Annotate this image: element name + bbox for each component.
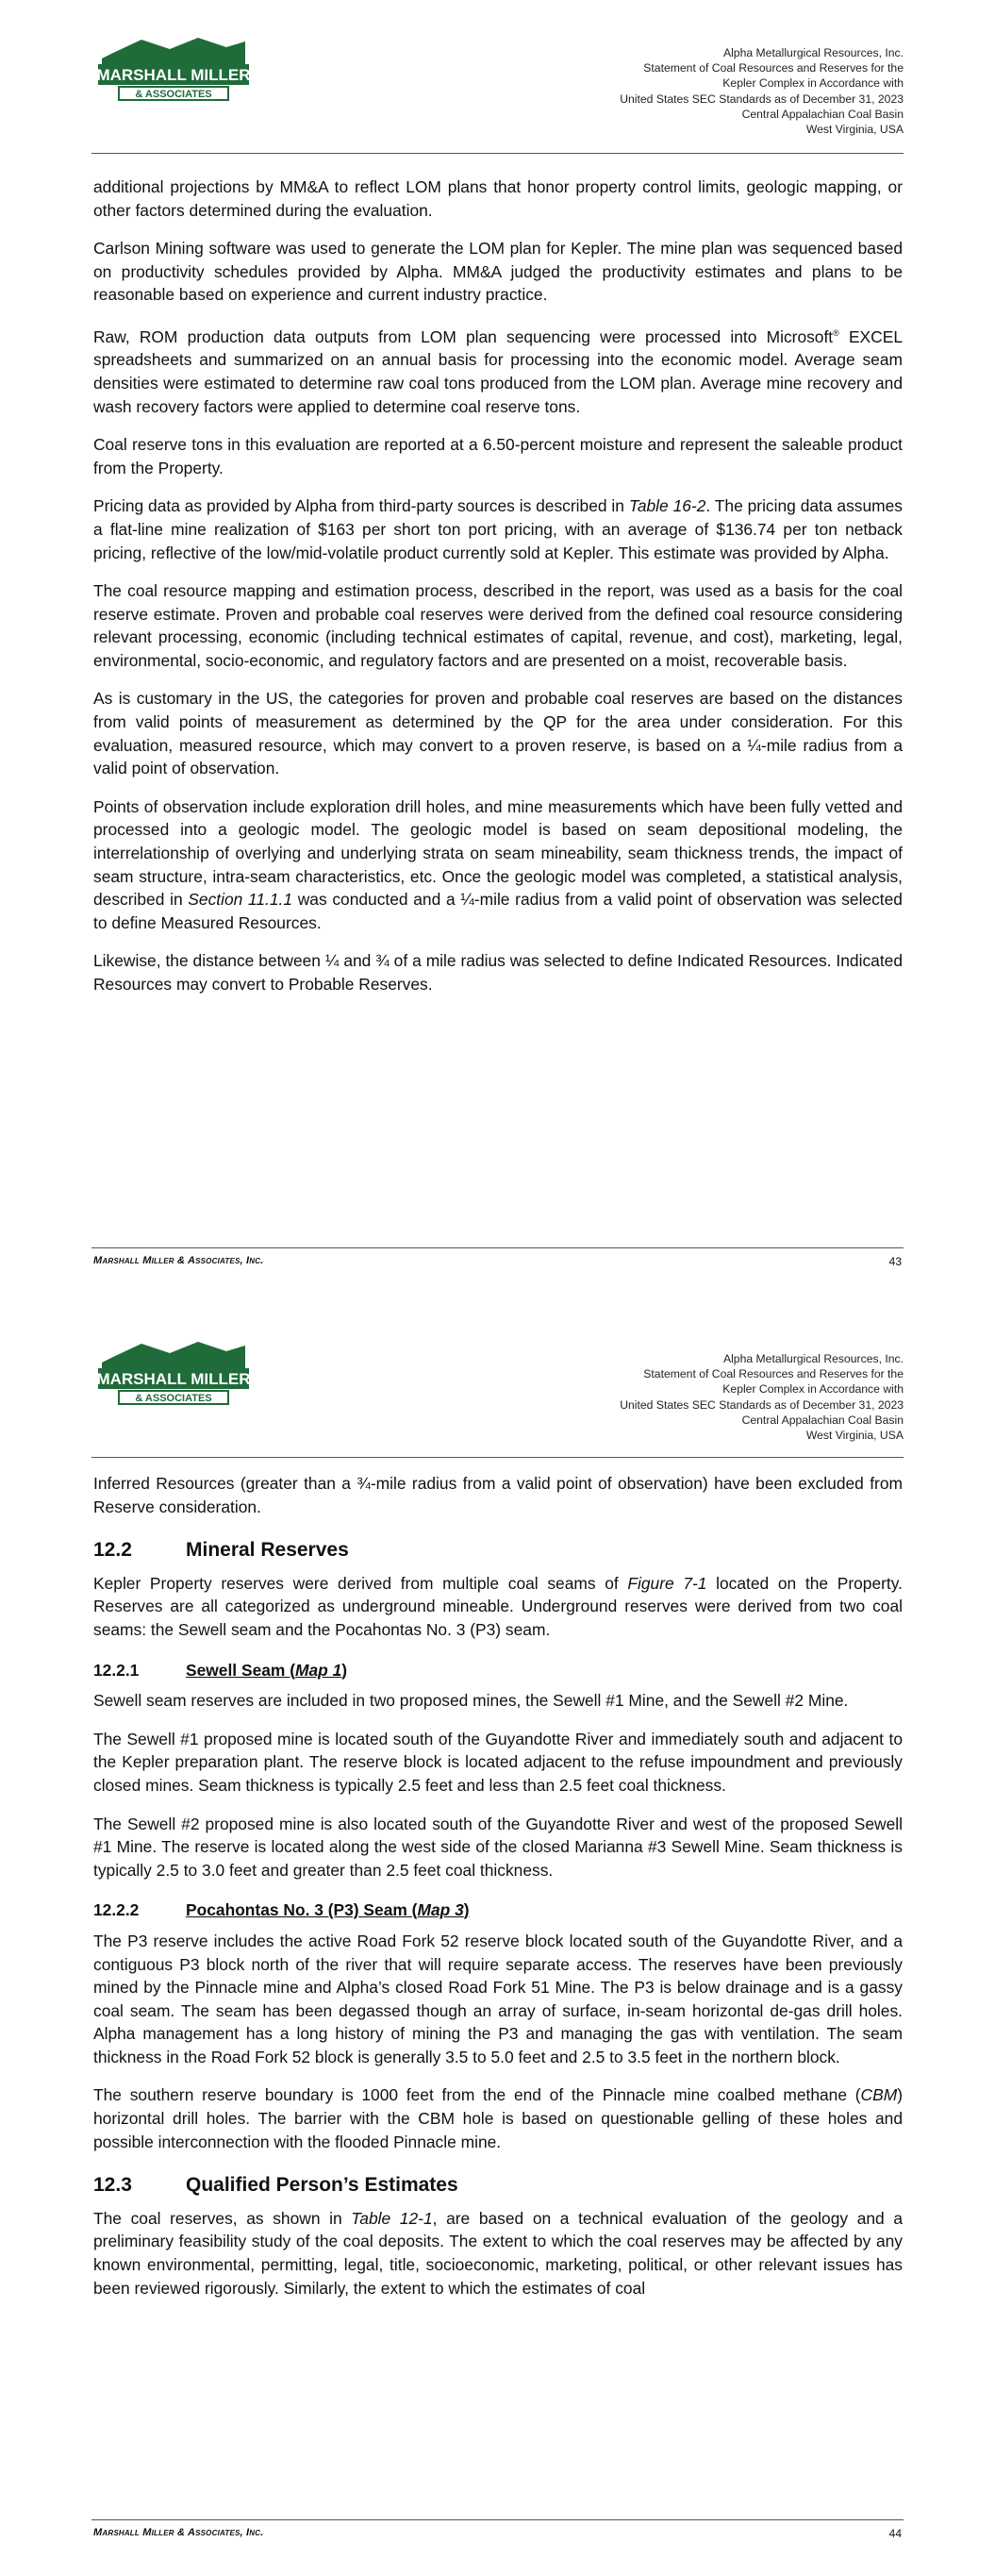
report-header (620, 1351, 904, 1443)
header-line: United States SEC Standards as of December 31, 2023 (620, 92, 904, 106)
page-body (93, 1472, 903, 2315)
section-heading-12-2-1: 12.2.1 Sewell Seam (Map 1) (93, 1660, 348, 1680)
section-heading-12-2: 12.2 Mineral Reserves (93, 1539, 349, 1562)
figure-reference: Figure 7-1 (627, 1573, 707, 1593)
page-footer (93, 1255, 902, 1268)
header-line: Kepler Complex in Accordance with (722, 1382, 904, 1397)
page-44 (0, 1302, 995, 2576)
logo-main-text: MARSHALL MILLER (96, 66, 251, 84)
page-number: 44 (888, 2527, 902, 2540)
header-line: Central Appalachian Coal Basin (741, 1413, 904, 1427)
paragraph: Raw, ROM production data outputs from LOM plan sequencing were processed into Microsoft® EXCEL spreadsheets and summarized on an annual basis for processing into the economic model. Average seam densities were estimated to determine raw coal tons produced from the LOM plan. Average mine recovery and wash recovery factors were applied to determine coal reserve tons. (93, 326, 903, 416)
paragraph: The Sewell #1 proposed mine is located south of the Guyandotte River and immediately south and adjacent to the Kepler preparation plant. The reserve block is located adjacent to the refuse impoundment and previously closed mines. Seam thickness is typically 2.5 feet and less than 2.5 feet coal thickness. (93, 1729, 903, 1795)
header-line: Central Appalachian Coal Basin (741, 107, 904, 121)
header-line: United States SEC Standards as of December 31, 2023 (620, 1397, 904, 1412)
paragraph: Pricing data as provided by Alpha from third-party sources is described in Table 16-2. The pricing data assumes a flat-line mine realization of $163 per short ton port pricing, with an average of $136.74 per ton netback pricing, reflective of the low/mid-volatile product currently sold at Kepler. This estimate was provided by Alpha. (93, 496, 903, 562)
paragraph: Coal reserve tons in this evaluation are reported at a 6.50-percent moisture and represent the saleable product from the Property. (93, 435, 903, 477)
paragraph: additional projections by MM&A to reflect LOM plans that honor property control limits, geologic mapping, or other factors determined during the evaluation. (93, 177, 903, 220)
header-line: Statement of Coal Resources and Reserves for the (643, 61, 904, 75)
paragraph: Kepler Property reserves were derived from multiple coal seams of Figure 7-1 located on the Property. Reserves are all categorized as underground mineable. Underground reserves were derived from two coal seams: the Sewell seam and the Pocahontas No. 3 (P3) seam. (93, 1573, 903, 1639)
section-heading-12-3: 12.3 Qualified Person’s Estimates (93, 2174, 458, 2197)
paragraph: The southern reserve boundary is 1000 feet from the end of the Pinnacle mine coalbed methane (CBM) horizontal drill holes. The barrier with the CBM hole is based on questionable gelling of these holes and possible interconnection with the flooded Pinnacle mine. (93, 2085, 903, 2151)
footer-firm: Marshall Miller & Associates, Inc. (93, 2527, 264, 2538)
paragraph: The P3 reserve includes the active Road Fork 52 reserve block located south of the Guyandotte River, and a contiguous P3 block north of the river that will require separate access. The reserves have been previously mined by the Pinnacle mine and Alpha’s closed Road Fork 51 Mine. The P3 is below drainage and is a gassy coal seam. The seam has been degassed though an array of surface, in-seam horizontal de-gas drill holes. Alpha management has a long history of mining the P3 and managing the gas with ventilation. The seam thickness in the Road Fork 52 block is generally 3.5 to 5.0 feet and 2.5 to 3.5 feet in the northern block. (93, 1931, 903, 2066)
paragraph: Likewise, the distance between ¼ and ¾ of a mile radius was selected to define Indicated Resources. Indicated Resources may convert to Probable Reserves. (93, 951, 903, 995)
company-logo (94, 1340, 253, 1415)
header-line: Kepler Complex in Accordance with (722, 76, 904, 91)
header-divider (91, 1457, 904, 1458)
section-reference: Section 11.1.1 (188, 890, 293, 910)
paragraph: The Sewell #2 proposed mine is also located south of the Guyandotte River and west of the proposed Sewell #1 Mine. The reserve is located along the west side of the closed Marianna #3 Sewell Mine. Seam thickness is typically 2.5 to 3.0 feet and greater than 2.5 feet coal thickness. (93, 1814, 903, 1880)
logo-main-text: MARSHALL MILLER (96, 1370, 251, 1388)
section-heading-12-2-2: 12.2.2 Pocahontas No. 3 (P3) Seam (Map 3) (93, 1900, 470, 1920)
table-reference: Table 12-1 (351, 2208, 433, 2228)
paragraph: Points of observation include exploration drill holes, and mine measurements which have been fully vetted and processed into a geologic model. The geologic model is based on seam depositional modeling, the interrelationship of overlying and underlying strata on seam mineability, seam thickness trends, the impact of seam structure, intra-seam characteristics, etc. Once the geologic model was completed, a statistical analysis, described in Section 11.1.1 was conducted and a ¼-mile radius from a valid point of observation was selected to define Measured Resources. (93, 796, 903, 932)
header-line: Statement of Coal Resources and Reserves for the (643, 1367, 904, 1381)
header-line: West Virginia, USA (805, 1429, 904, 1443)
footer-divider (91, 2519, 904, 2520)
paragraph: As is customary in the US, the categories for proven and probable coal reserves are based on the distances from valid points of measurement as determined by the QP for the area under consideration. For this evaluation, measured resource, which may convert to a proven reserve, is based on a ¼-mile radius from a valid point of observation. (93, 689, 903, 778)
logo-sub-text: & ASSOCIATES (135, 1393, 212, 1404)
header-line: Alpha Metallurgical Resources, Inc. (722, 46, 904, 59)
logo-sub-text: & ASSOCIATES (135, 89, 212, 100)
abbreviation: CBM (860, 2085, 898, 2105)
footer-firm: Marshall Miller & Associates, Inc. (93, 1255, 264, 1266)
paragraph: Inferred Resources (greater than a ¾-mile radius from a valid point of observation) have been excluded from Reserve consideration. (93, 1474, 903, 1516)
company-logo (94, 36, 253, 111)
footer-divider (91, 1247, 904, 1248)
page-footer (93, 2527, 902, 2540)
paragraph: Sewell seam reserves are included in two proposed mines, the Sewell #1 Mine, and the Sewell #2 Mine. (93, 1691, 849, 1711)
page-body (93, 176, 903, 1012)
map-reference: Map 1 (295, 1660, 342, 1680)
paragraph: The coal resource mapping and estimation process, described in the report, was used as a basis for the coal reserve estimate. Proven and probable coal reserves were derived from the defined coal resource considering relevant processing, economic (including technical estimates of capital, revenue, and cost), marketing, legal, environmental, socio-economic, and regulatory factors and are presented on a moist, recoverable basis. (93, 581, 903, 670)
map-reference: Map 3 (417, 1900, 464, 1920)
report-header (620, 45, 904, 137)
table-reference: Table 16-2 (628, 496, 706, 516)
page-number: 43 (888, 1255, 902, 1268)
paragraph: Carlson Mining software was used to generate the LOM plan for Kepler. The mine plan was sequenced based on productivity schedules provided by Alpha. MM&A judged the productivity estimates and plans to be reasonable based on experience and current industry practice. (93, 239, 903, 305)
header-divider (91, 153, 904, 154)
paragraph: The coal reserves, as shown in Table 12-1, are based on a technical evaluation of the geology and a preliminary feasibility study of the coal deposits. The extent to which the coal reserves may be affected by any known environmental, permitting, legal, title, socioeconomic, marketing, political, or other relevant issues has been reviewed rigorously. Similarly, the extent to which the estimates of coal (93, 2208, 903, 2298)
header-line: Alpha Metallurgical Resources, Inc. (722, 1352, 904, 1365)
header-line: West Virginia, USA (805, 123, 904, 137)
